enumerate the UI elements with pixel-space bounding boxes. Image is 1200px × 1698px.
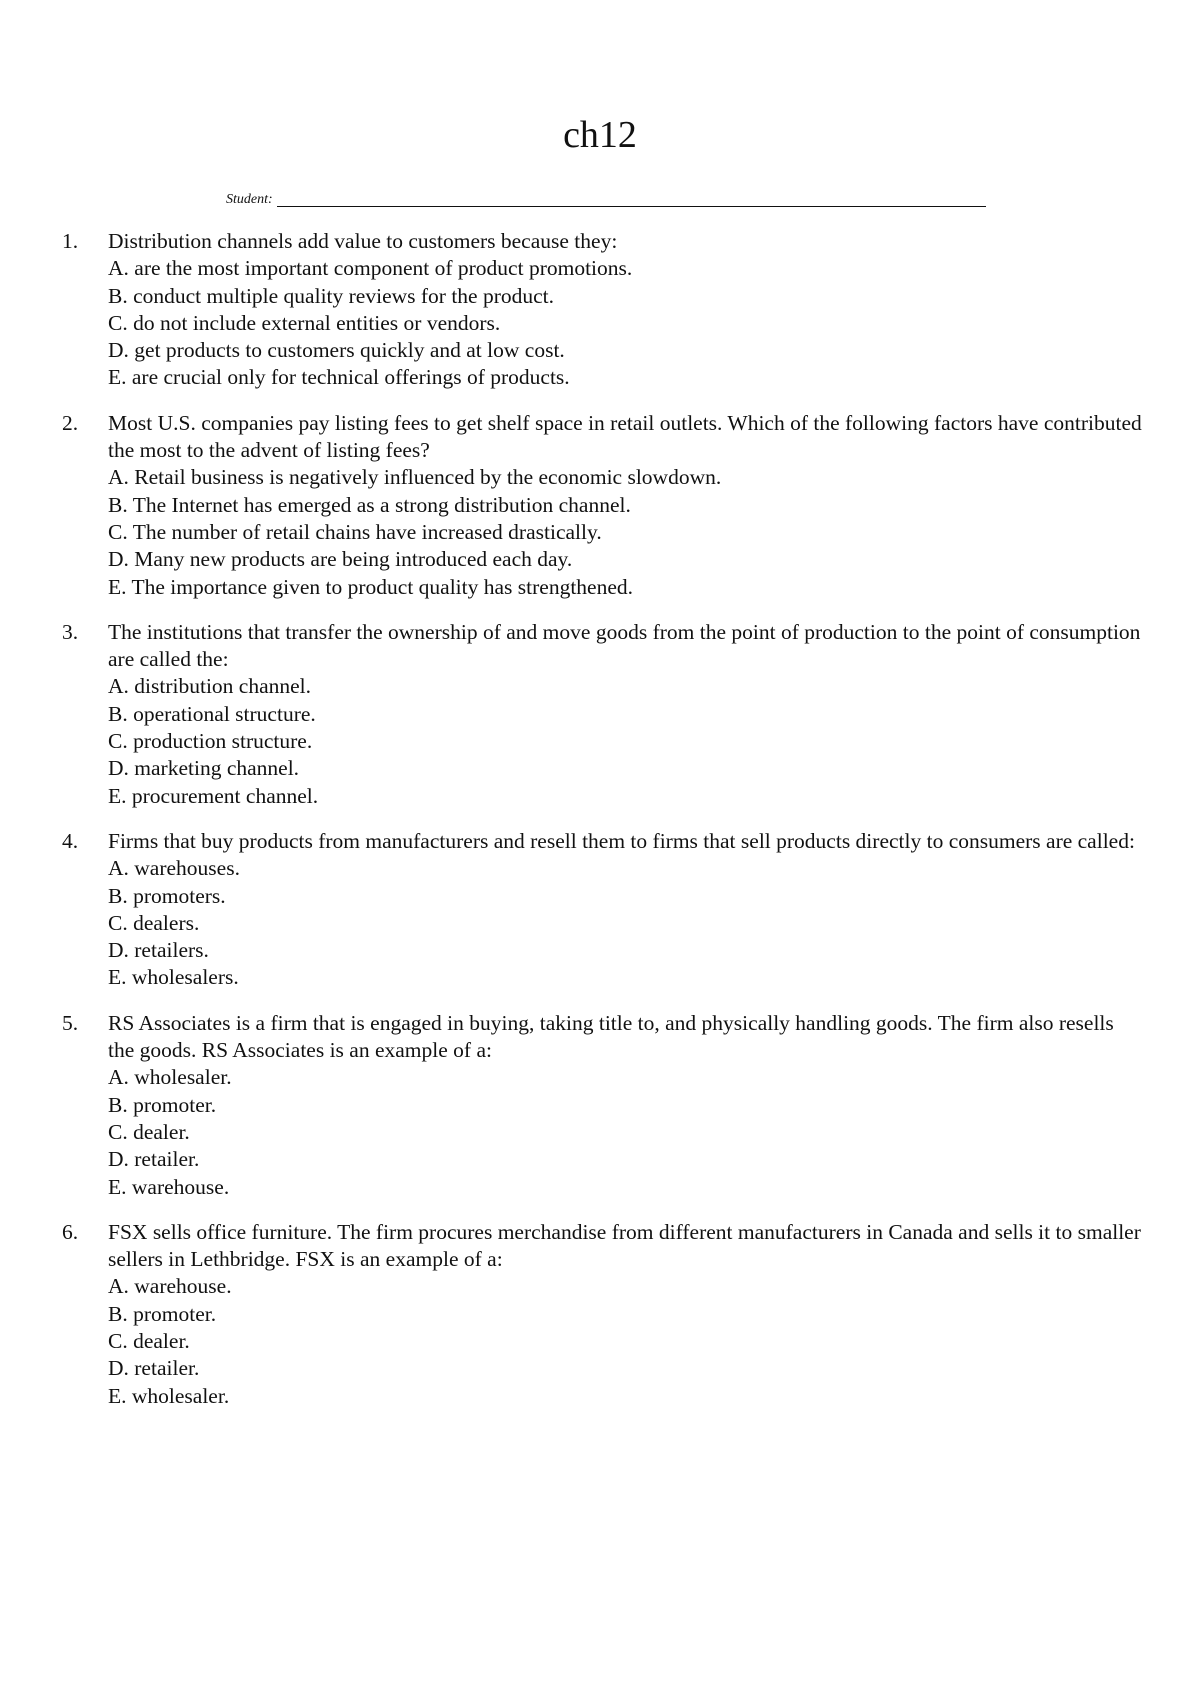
answer-option: C. do not include external entities or vendors. xyxy=(108,310,501,335)
question-stem: RS Associates is a firm that is engaged in buying, taking title to, and physically handling goods. The firm also resells the goods. RS Associates is an example of a: xyxy=(108,1010,1114,1063)
answer-option: D. retailer. xyxy=(108,1147,200,1172)
question-stem: Most U.S. companies pay listing fees to get shelf space in retail outlets. Which of the following factors have contributed the most to the advent of listing fees? xyxy=(108,410,1142,463)
answer-options xyxy=(108,1064,1142,1200)
question-number: 5. xyxy=(62,1010,79,1035)
answer-option: D. Many new products are being introduced each day. xyxy=(108,547,573,572)
question-item xyxy=(62,410,1142,601)
student-name-line xyxy=(226,186,986,208)
answer-option: C. dealer. xyxy=(108,1328,190,1353)
answer-option: E. wholesalers. xyxy=(108,965,239,990)
answer-options xyxy=(108,673,1142,809)
answer-option: B. promoters. xyxy=(108,883,226,908)
question-item xyxy=(62,228,1142,392)
question-stem: Distribution channels add value to customers because they: xyxy=(108,229,618,253)
question-number: 2. xyxy=(62,410,79,435)
answer-option: C. dealer. xyxy=(108,1119,190,1144)
answer-option: D. get products to customers quickly and at low cost. xyxy=(108,338,565,363)
answer-option: D. retailers. xyxy=(108,938,209,963)
answer-option: C. dealers. xyxy=(108,910,200,935)
answer-option: E. The importance given to product quality has strengthened. xyxy=(108,574,634,599)
answer-option: A. warehouses. xyxy=(108,856,240,881)
answer-option: C. production structure. xyxy=(108,729,313,754)
answer-option: B. The Internet has emerged as a strong distribution channel. xyxy=(108,492,631,517)
question-list xyxy=(62,228,1142,1428)
question-number: 6. xyxy=(62,1219,79,1244)
answer-option: A. distribution channel. xyxy=(108,674,312,699)
answer-options xyxy=(108,464,1142,600)
answer-option: A. wholesaler. xyxy=(108,1065,232,1090)
question-item xyxy=(62,619,1142,810)
answer-options xyxy=(108,255,1142,391)
answer-option: A. are the most important component of product promotions. xyxy=(108,256,633,281)
answer-option: A. warehouse. xyxy=(108,1274,232,1299)
question-number: 1. xyxy=(62,229,79,253)
student-name-blank xyxy=(277,192,986,207)
answer-option: B. promoter. xyxy=(108,1301,217,1326)
answer-options xyxy=(108,1273,1142,1409)
question-item xyxy=(62,828,1142,992)
question-stem: The institutions that transfer the ownership of and move goods from the point of production to the point of consumption are called the: xyxy=(108,619,1141,672)
answer-option: B. promoter. xyxy=(108,1092,217,1117)
answer-option: E. warehouse. xyxy=(108,1174,230,1199)
question-item xyxy=(62,1010,1142,1201)
question-item xyxy=(62,1219,1142,1410)
question-stem: FSX sells office furniture. The firm procures merchandise from different manufacturers in Canada and sells it to smaller sellers in Lethbridge. FSX is an example of a: xyxy=(108,1219,1141,1272)
page-title: ch12 xyxy=(563,114,637,156)
question-number: 4. xyxy=(62,828,79,853)
answer-option: A. Retail business is negatively influenced by the economic slowdown. xyxy=(108,465,722,490)
answer-option: B. operational structure. xyxy=(108,701,316,726)
answer-option: B. conduct multiple quality reviews for the product. xyxy=(108,283,555,308)
answer-option: E. wholesaler. xyxy=(108,1383,230,1408)
answer-options xyxy=(108,855,1142,991)
answer-option: E. procurement channel. xyxy=(108,783,319,808)
answer-option: D. retailer. xyxy=(108,1356,200,1381)
answer-option: E. are crucial only for technical offerings of products. xyxy=(108,365,570,390)
question-number: 3. xyxy=(62,619,79,644)
answer-option: C. The number of retail chains have increased drastically. xyxy=(108,519,602,544)
answer-option: D. marketing channel. xyxy=(108,756,300,781)
question-stem: Firms that buy products from manufacturers and resell them to firms that sell products directly to consumers are called: xyxy=(108,828,1135,853)
student-label: Student: xyxy=(226,192,273,207)
